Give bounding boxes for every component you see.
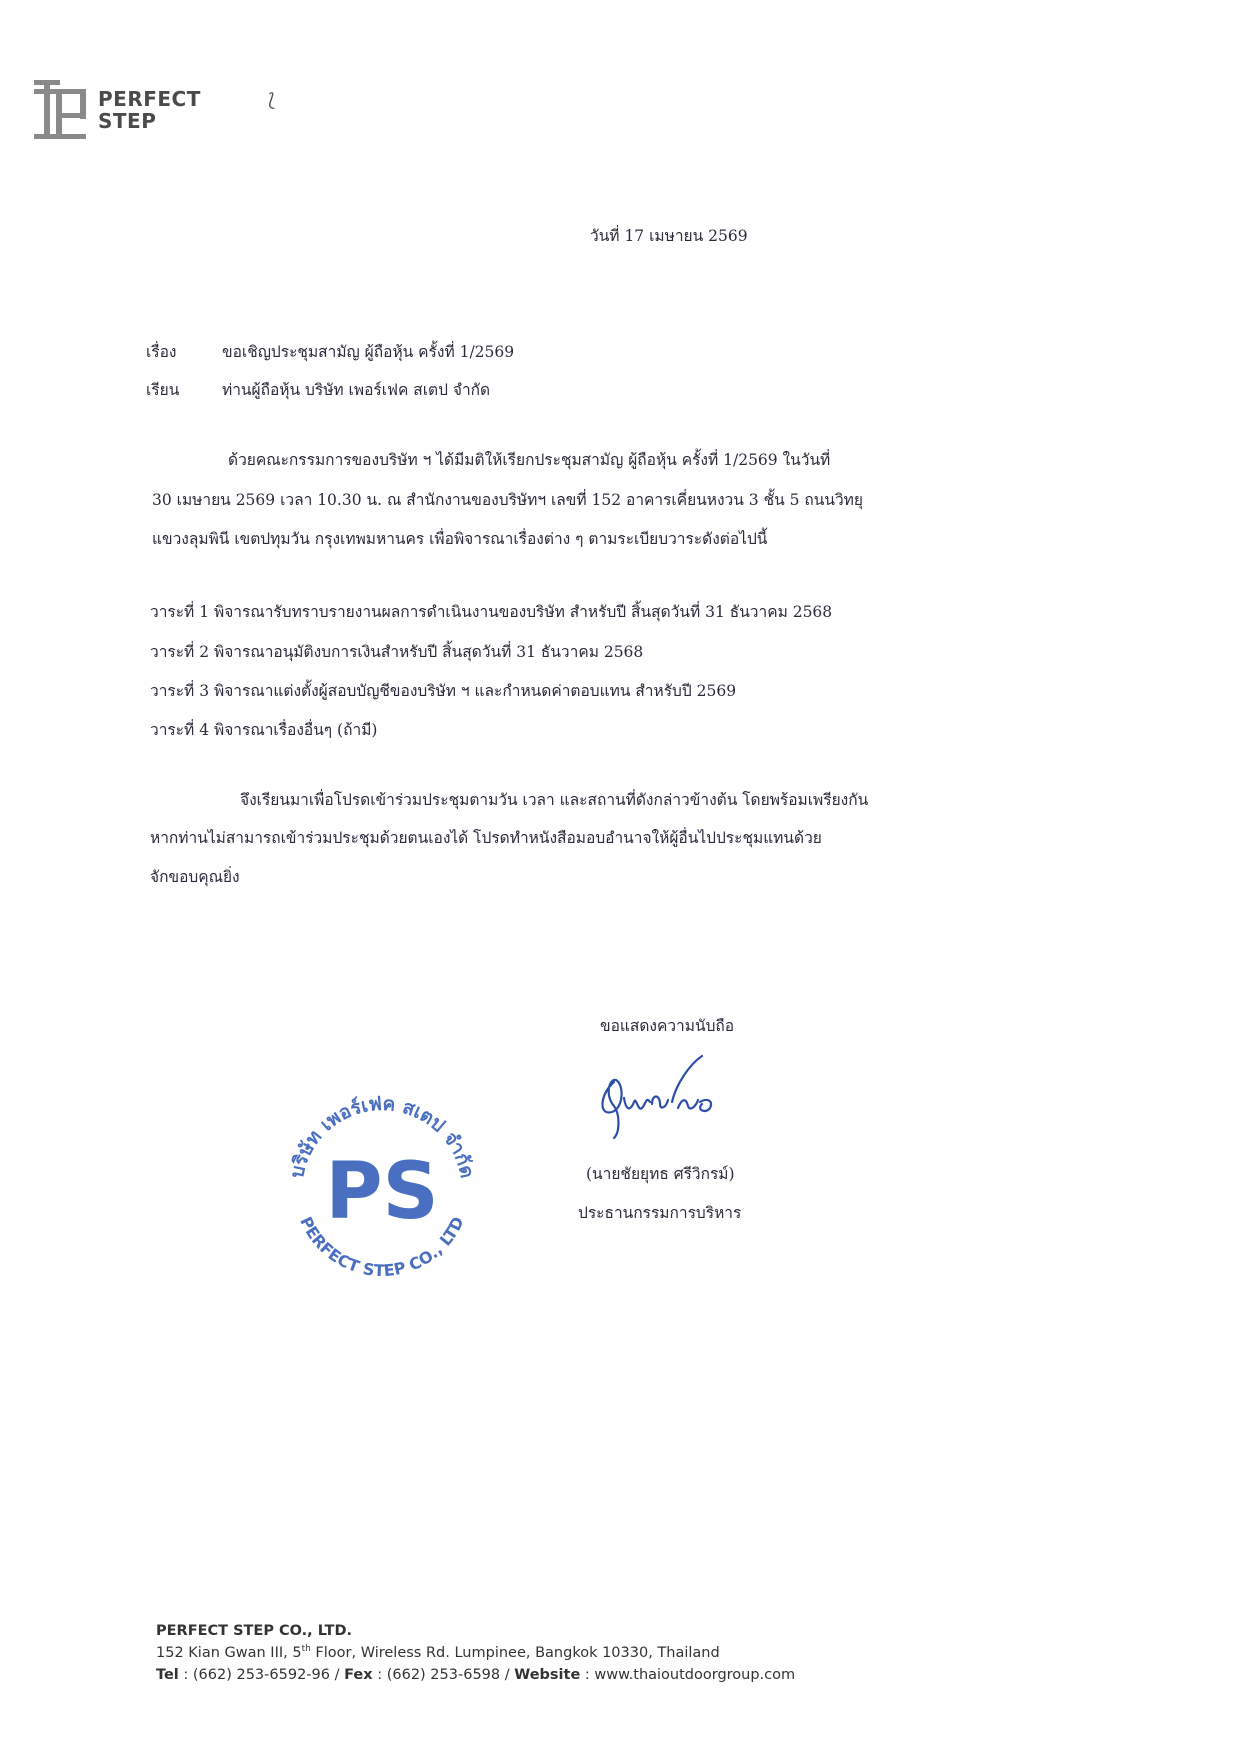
subject-label: เรื่อง (146, 343, 177, 361)
footer-company-name: PERFECT STEP CO., LTD. (156, 1623, 352, 1639)
logo-text-line2: STEP (98, 109, 157, 133)
recipient-label: เรียน (146, 381, 180, 399)
agenda-item: วาระที่ 4 พิจารณาเรื่องอื่นๆ (ถ้ามี) (150, 721, 378, 739)
stamp-bottom-textpath: PERFECT STEP CO., LTD (296, 1213, 468, 1281)
body-line-1: ด้วยคณะกรรมการของบริษัท ฯ ได้มีมติให้เรียกประชุมสามัญ ผู้ถือหุ้น ครั้งที่ 1/2569 ในวันที่ (228, 451, 831, 469)
footer-address-pre: 152 Kian Gwan III, 5 (156, 1645, 302, 1661)
recipient-text: ท่านผู้ถือหุ้น บริษัท เพอร์เฟค สเตป จำกัด (222, 381, 491, 399)
fax-value: : (662) 253-6598 / (372, 1667, 515, 1683)
agenda-item: วาระที่ 3 พิจารณาแต่งตั้งผู้สอบบัญชีของบริษัท ฯ และกำหนดค่าตอบแทน สำหรับปี 2569 (150, 682, 737, 700)
letter-date: วันที่ 17 เมษายน 2569 (590, 227, 748, 245)
agenda-item: วาระที่ 2 พิจารณาอนุมัติงบการเงินสำหรับปี สิ้นสุดวันที่ 31 ธันวาคม 2568 (150, 643, 644, 661)
footer-address-post: Floor, Wireless Rd. Lumpinee, Bangkok 10330, Thailand (310, 1645, 720, 1661)
closing-line-3: จักขอบคุณยิ่ง (150, 868, 240, 886)
tel-value: : (662) 253-6592-96 / (178, 1667, 345, 1683)
website-label: Website (514, 1667, 581, 1683)
body-line-2: 30 เมษายน 2569 เวลา 10.30 น. ณ สำนักงานของบริษัทฯ เลขที่ 152 อาคารเคี่ยนหงวน 3 ชั้น 5 ถนนวิทยุ (152, 491, 863, 509)
closing-line-1: จึงเรียนมาเพื่อโปรดเข้าร่วมประชุมตามวัน เวลา และสถานที่ดังกล่าวข้างต้น โดยพร้อมเพรียงกัน (240, 791, 869, 809)
company-stamp (272, 1068, 492, 1288)
fax-label: Fex (344, 1667, 373, 1683)
stamp-top-textpath: บริษัท เพอร์เฟค สเตป จำกัด (285, 1092, 479, 1181)
body-line-3: แขวงลุมพินี เขตปทุมวัน กรุงเทพมหานคร เพื่อพิจารณาเรื่องต่าง ๆ ตามระเบียบวาระดังต่อไปนี้ (152, 530, 768, 548)
signature (590, 1054, 730, 1144)
regards-text: ขอแสดงความนับถือ (600, 1017, 735, 1035)
footer-address-sup: th (301, 1644, 311, 1655)
footer-contact (156, 1667, 795, 1683)
signer-title: ประธานกรรมการบริหาร (578, 1204, 742, 1222)
closing-line-2: หากท่านไม่สามารถเข้าร่วมประชุมด้วยตนเองได้ โปรดทำหนังสือมอบอำนาจให้ผู้อื่นไปประชุมแทนด้วย (150, 829, 822, 847)
stamp-center-text: PS (325, 1147, 439, 1237)
tel-label: Tel (156, 1667, 179, 1683)
logo-text (98, 88, 201, 132)
pen-mark: ⟅ (268, 90, 276, 111)
agenda-item: วาระที่ 1 พิจารณารับทราบรายงานผลการดำเนินงานของบริษัท สำหรับปี สิ้นสุดวันที่ 31 ธันวาคม 2568 (150, 603, 833, 621)
logo-text-line1: PERFECT (98, 87, 201, 111)
signer-name: (นายชัยยุทธ ศรีวิกรม์) (586, 1165, 735, 1183)
footer-address (156, 1645, 720, 1661)
website-link[interactable]: : www.thaioutdoorgroup.com (580, 1667, 796, 1683)
subject-text: ขอเชิญประชุมสามัญ ผู้ถือหุ้น ครั้งที่ 1/2569 (222, 343, 515, 361)
